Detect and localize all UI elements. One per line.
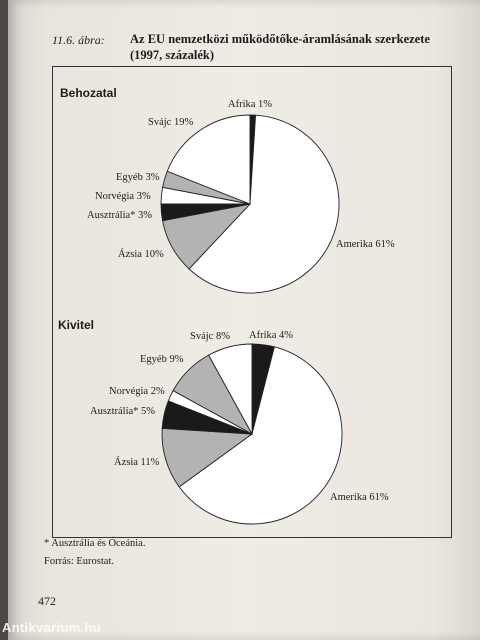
pie-label-0-1: Amerika 61%	[336, 239, 395, 250]
pie-label-1-6: Svájc 8%	[190, 331, 230, 342]
watermark: Antikvarium.hu	[2, 620, 101, 635]
pie-label-1-2: Ázsia 11%	[114, 457, 160, 468]
pie-label-0-2: Ázsia 10%	[118, 249, 164, 260]
pie-label-0-3: Ausztrália* 3%	[87, 210, 153, 221]
source-note: Forrás: Eurostat.	[44, 556, 114, 567]
pie-label-1-4: Norvégia 2%	[109, 386, 165, 397]
pie-label-1-3: Ausztrália* 5%	[90, 406, 156, 417]
footnote: * Ausztrália és Óceánia.	[44, 538, 146, 549]
pie-label-0-5: Egyéb 3%	[116, 172, 160, 183]
pie-label-0-6: Svájc 19%	[148, 117, 194, 128]
import-pie-title: Behozatal	[60, 86, 117, 100]
pie-label-0-4: Norvégia 3%	[95, 191, 151, 202]
pie-label-0-0: Afrika 1%	[228, 99, 273, 110]
pie-label-1-5: Egyéb 9%	[140, 354, 184, 365]
pie-label-1-0: Afrika 4%	[249, 330, 294, 341]
figure-title: Az EU nemzetközi működőtőke-áramlásának szerkezete (1997, százalék)	[130, 32, 430, 62]
figure-number: 11.6. ábra:	[52, 33, 105, 47]
export-pie-title: Kivitel	[58, 318, 95, 332]
page-number: 472	[38, 594, 56, 608]
pie-label-1-1: Amerika 61%	[330, 492, 389, 503]
